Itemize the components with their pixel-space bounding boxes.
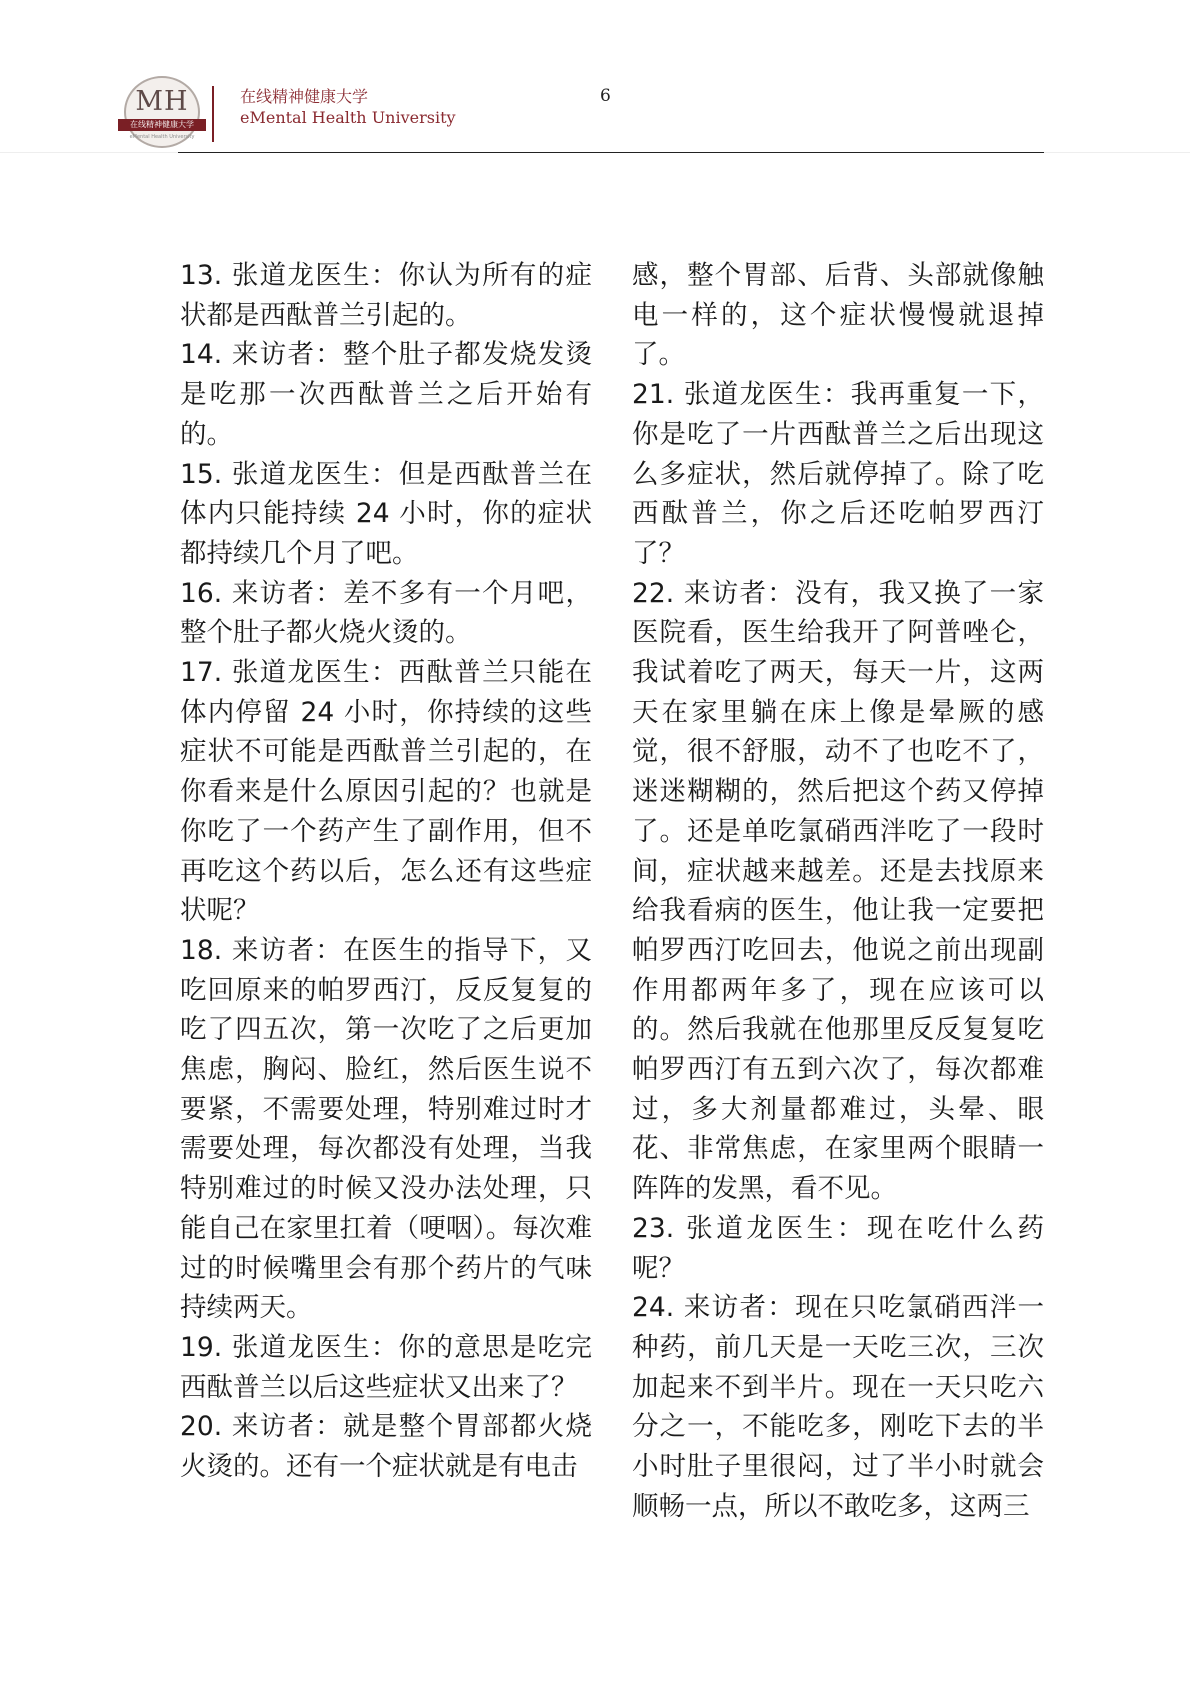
dialogue-paragraph: 21. 张道龙医生：我再重复一下，你是吃了一片西酞普兰之后出现这么多症状，然后就停掉了。除了吃西酞普兰，你之后还吃帕罗西汀了？ [632,379,1044,569]
dialogue-paragraph: 14. 来访者：整个肚子都发烧发烫是吃那一次西酞普兰之后开始有的。 [180,339,592,450]
header-divider [212,86,214,142]
dialogue-paragraph: 23. 张道龙医生：现在吃什么药呢？ [632,1212,1044,1284]
dialogue-paragraph: 15. 张道龙医生：但是西酞普兰在体内只能持续 24 小时，你的症状都持续几个月了吧。 [180,458,592,569]
logo-small-text: eMental Health University [129,134,195,140]
page-number: 6 [600,86,611,106]
dialogue-paragraph: 17. 张道龙医生：西酞普兰只能在体内停留 24 小时，你持续的这些症状不可能是西酞普兰引起的，在你看来是什么原因引起的？也就是你吃了一个药产生了副作用，但不再吃这个药以后，怎么还有这些症状呢？ [180,657,592,927]
dialogue-paragraph: 24. 来访者：现在只吃氯硝西泮一种药，前几天是一天吃三次，三次加起来不到半片。现在一天只吃六分之一，不能吃多，刚吃下去的半小时肚子里很闷，过了半小时就会顺畅一点，所以不敢吃多，这两三 [632,1292,1044,1522]
dialogue-paragraph: 18. 来访者：在医生的指导下，又吃回原来的帕罗西汀，反反复复的吃了四五次，第一次吃了之后更加焦虑，胸闷、脸红，然后医生说不要紧，不需要处理，特别难过时才需要处理，每次都没有处理，当我特别难过的时候又没办法处理，只能自己在家里扛着（哽咽）。每次难过的时候嘴里会有那个药片的气味持续两天。 [180,934,592,1324]
dialogue-paragraph: 13. 张道龙医生：你认为所有的症状都是西酞普兰引起的。 [180,260,592,331]
university-name-en: eMental Health University [240,108,456,127]
left-column [180,256,592,1487]
page-header [0,0,1190,153]
dialogue-paragraph: 16. 来访者：差不多有一个月吧，整个肚子都火烧火烫的。 [180,577,592,649]
university-logo [116,76,208,150]
dialogue-paragraph: 22. 来访者：没有，我又换了一家医院看，医生给我开了阿普唑仑，我试着吃了两天，每天一片，这两天在家里躺在床上像是晕厥的感觉，很不舒服，动不了也吃不了，迷迷糊糊的，然后把这个药又停掉了。还是单吃氯硝西泮吃了一段时间，症状越来越差。还是去找原来给我看病的医生，他让我一定要把帕罗西汀吃回去，他说之前出现副作用都两年多了，现在应该可以的。然后我就在他那里反反复复吃帕罗西汀有五到六次了，每次都难过，多大剂量都难过，头晕、眼花、非常焦虑，在家里两个眼睛一阵阵的发黑，看不见。 [632,577,1044,1205]
university-name-cn: 在线精神健康大学 [240,87,369,106]
right-column [632,256,1044,1527]
dialogue-paragraph: 19. 张道龙医生：你的意思是吃完西酞普兰以后这些症状又出来了？ [180,1331,592,1403]
logo-banner: 在线精神健康大学 [118,119,206,131]
logo-letters: MH [135,86,189,117]
dialogue-paragraph: 20. 来访者：就是整个胃部都火烧火烫的。还有一个症状就是有电击 [180,1411,592,1483]
dialogue-paragraph: 感，整个胃部、后背、头部就像触电一样的，这个症状慢慢就退掉了。 [632,260,1044,371]
header-rule [178,152,1044,153]
